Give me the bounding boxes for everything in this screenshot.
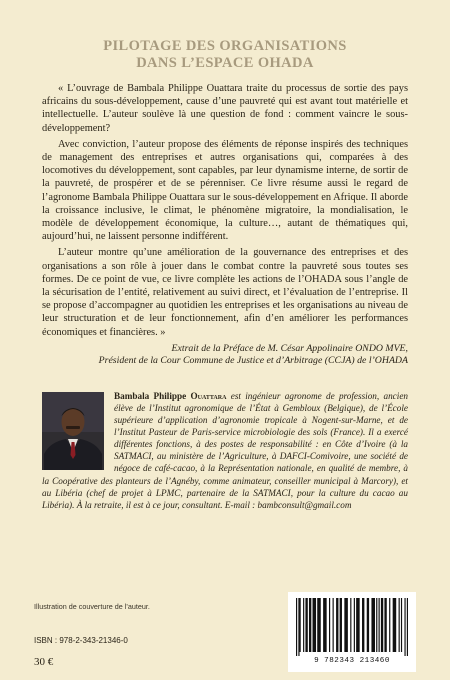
author-name: Bambala Philippe Ouattara	[114, 390, 227, 401]
barcode-bar	[300, 598, 301, 652]
illustration-credit: Illustration de couverture de l’auteur.	[34, 602, 150, 611]
barcode-bar	[367, 598, 369, 652]
barcode-bar	[354, 598, 355, 652]
barcode-bar	[323, 598, 327, 652]
barcode-bar	[340, 598, 342, 652]
barcode-bar	[404, 598, 405, 656]
summary	[42, 82, 408, 339]
summary-paragraph: « L’ouvrage de Bambala Philippe Ouattara traite du processus de sortie des pays africains du sous-développement, cause d’une pauvreté qui est avant tout matérielle et intellectuelle. L’auteur soulève là une question de fond : comment vaincre le sous-développement?	[42, 83, 408, 134]
barcode-bar	[329, 598, 330, 652]
barcode-bar	[371, 598, 375, 652]
preface-credit-line-1: Extrait de la Préface de M. César Appolinaire ONDO MVE,	[171, 342, 408, 354]
barcode-bar	[362, 598, 364, 652]
barcode-bar	[381, 598, 383, 652]
barcode-bar	[336, 598, 338, 652]
isbn: ISBN : 978-2-343-21346-0	[34, 636, 128, 645]
barcode-bar	[305, 598, 307, 652]
summary-paragraph: L’auteur montre qu’une amélioration de la gouvernance des entreprises et des organisations a son rôle à jouer dans le combat contre la pauvreté sous toutes ses formes. De ce point de vue, ce livre complète les actions de l’OHADA sous l’angle de la sécurisation de l’entité, relativement au suivi direct, et l’évaluation de l’entreprise. Il se propose d’accompagner au quotidien les entreprises et les organisations au niveau de leur structuration et de leur fonctionnement, afin d’en améliorer les performances économiques et financières. »	[42, 247, 408, 338]
barcode-bar	[356, 598, 360, 652]
barcode-bar	[350, 598, 351, 652]
summary-paragraph: Avec conviction, l’auteur propose des éléments de réponse inspirés des techniques de management des entreprises et autres organisations qui, comparées à des locomotives du développement, sont capables, par leur dynamisme interne, de sortir de la pauvreté, de prospérer et de se pérenniser. Ce livre résume aussi le regard de l’agronome Bambala Philippe Ouattara sur le sous-développement en Afrique. Il aborde la croissance inclusive, le climat, le phénomène migratoire, la mondialisation, le modèle de développement économique, la culture…, autant de thématiques qui, aujourd’hui, ne laissent personne indifférent.	[42, 138, 408, 243]
barcode-bar	[313, 598, 317, 652]
book-title-line-2: DANS L’ESPACE OHADA	[136, 55, 314, 71]
author-bio-text: est ingénieur agronome de profession, ancien élève de l’Institut agronomique de l’État à Gembloux (Belgique), de l’École supérieure d’application d’agronomie tropicale à Nogent-sur-Marne, et de l’Institut Pasteur de Paris-service microbiologie des sols (France). Il a exercé différentes fonctions, à des postes de responsabilité : en Côte d’Ivoire (à la SATMACI, au ministère de l’Agriculture, à DAFCI-Comivoire, une société de négoce de café-cacao, à la Représentation nationale, en qualité de membre, à la Coopérative des planteurs de l’Agnéby, comme animateur, conseiller municipal à Marcory), et au Libéria (chef de projet à LPMC, partenaire de la SATMACI, pour la culture du cacao au Libéria). À la retraite, il est à ce jour, consultant. E-mail : bambconsult@gmail.com	[42, 390, 408, 510]
preface-credit	[42, 343, 408, 368]
price: 30 €	[34, 656, 54, 668]
barcode-bar	[317, 598, 321, 652]
book-title-line-1: PILOTAGE DES ORGANISATIONS	[103, 38, 347, 54]
barcode-bar	[344, 598, 348, 652]
preface-credit-line-2: Président de la Cour Commune de Justice et d’Arbitrage (CCJA) de l’OHADA	[98, 355, 408, 367]
barcode-digits: 9 782343 213460	[314, 657, 390, 665]
barcode-bars	[296, 598, 408, 656]
barcode-bar	[399, 598, 400, 652]
barcode-bar	[303, 598, 304, 652]
barcode-bar	[379, 598, 380, 652]
barcode-bar	[401, 598, 402, 652]
author-photo	[42, 392, 104, 470]
barcode-bar	[389, 598, 390, 652]
barcode-bar	[298, 598, 299, 656]
barcode	[288, 592, 416, 672]
barcode-bar	[384, 598, 386, 652]
barcode-bar	[309, 598, 311, 652]
barcode-bar	[333, 598, 334, 652]
barcode-bar	[407, 598, 408, 656]
barcode-bar	[296, 598, 297, 656]
book-title	[42, 0, 408, 72]
barcode-bar	[376, 598, 377, 652]
barcode-bar	[393, 598, 397, 652]
author-section	[42, 390, 408, 511]
author-portrait-image	[42, 392, 104, 470]
